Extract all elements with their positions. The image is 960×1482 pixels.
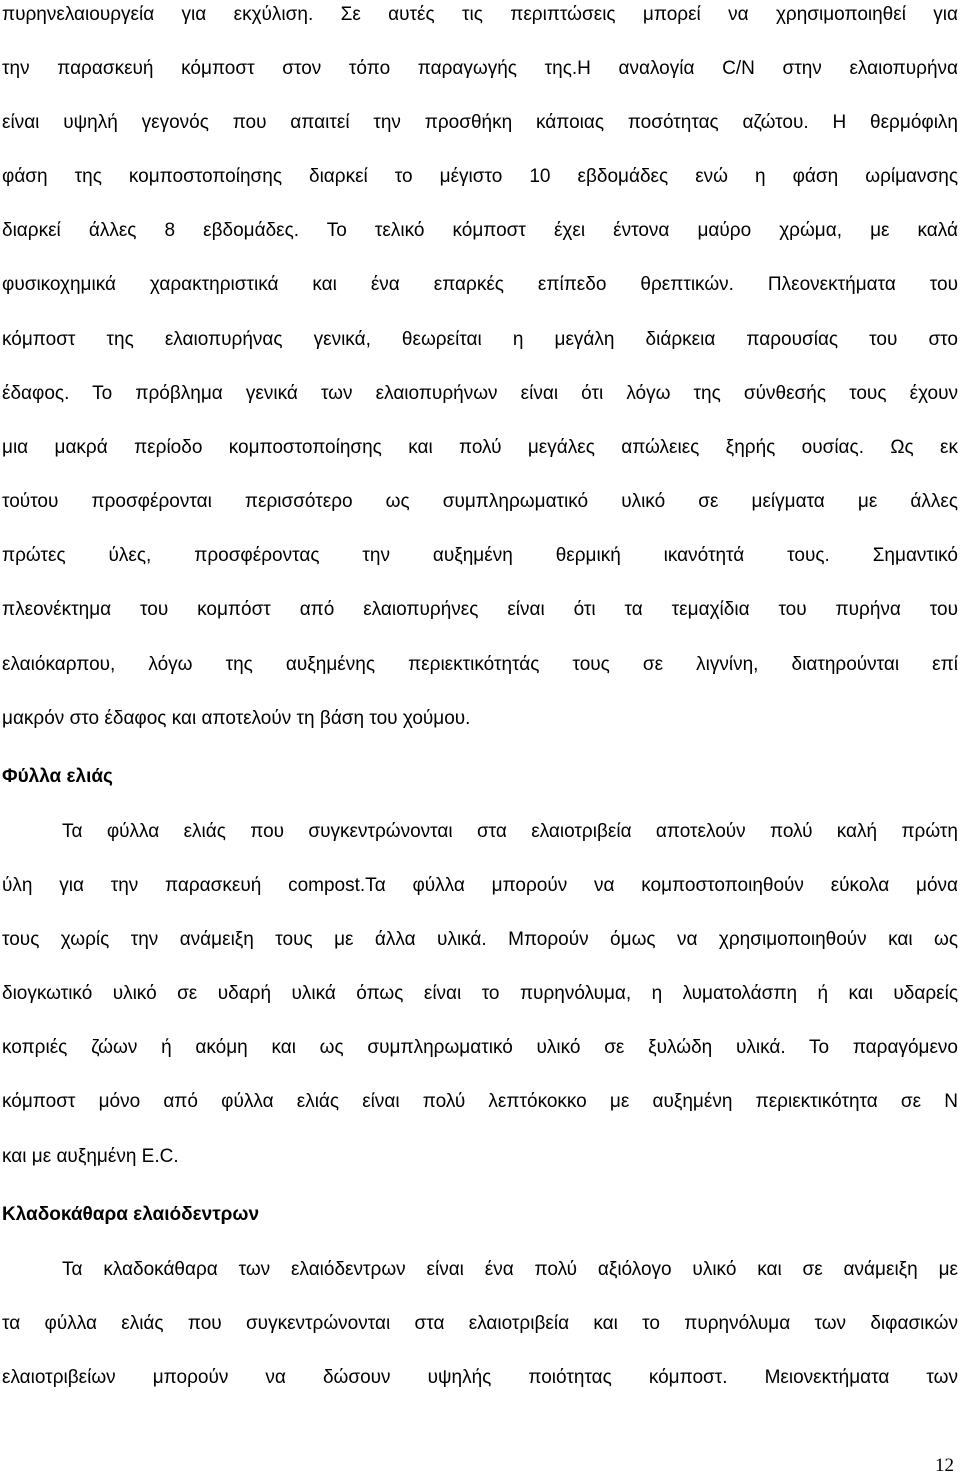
paragraph-line: κοπριές ζώων ή ακόμη και ως συμπληρωματικό υλικό σε ξυλώδη υλικά. Το παραγόμενο xyxy=(2,1037,958,1058)
paragraph-line: ελαιοτριβείων μπορούν να δώσουν υψηλής ποιότητας κόμποστ. Μειονεκτήματα των xyxy=(2,1367,958,1388)
paragraph-line: διογκωτικό υλικό σε υδαρή υλικά όπως είναι το πυρηνόλυμα, η λυματολάσπη ή και υδαρείς xyxy=(2,983,958,1004)
paragraph-line: Τα κλαδοκάθαρα των ελαιόδεντρων είναι ένα πολύ αξιόλογο υλικό και σε ανάμειξη με xyxy=(62,1259,958,1280)
paragraph-line: τα φύλλα ελιάς που συγκεντρώνονται στα ελαιοτριβεία και το πυρηνόλυμα των διφασικών xyxy=(2,1313,958,1334)
paragraph-line: Τα φύλλα ελιάς που συγκεντρώνονται στα ελαιοτριβεία αποτελούν πολύ καλή πρώτη xyxy=(62,821,958,842)
paragraph-line: την παρασκευή κόμποστ στον τόπο παραγωγής της.Η αναλογία C/N στην ελαιοπυρήνα xyxy=(2,58,958,79)
paragraph-line: ύλη για την παρασκευή compost.Τα φύλλα μπορούν να κομποστοποιηθούν εύκολα μόνα xyxy=(2,875,958,896)
section-heading-olive-leaves: Φύλλα ελιάς xyxy=(2,766,113,787)
paragraph-line: ελαιόκαρπου, λόγω της αυξημένης περιεκτικότητάς τους σε λιγνίνη, διατηρούνται επί xyxy=(2,654,958,675)
paragraph-line: είναι υψηλή γεγονός που απαιτεί την προσθήκη κάποιας ποσότητας αζώτου. Η θερμόφιλη xyxy=(2,112,958,133)
paragraph-line: φυσικοχημικά χαρακτηριστικά και ένα επαρκές επίπεδο θρεπτικών. Πλεονεκτήματα του xyxy=(2,274,958,295)
section-heading-olive-prunings: Κλαδοκάθαρα ελαιόδεντρων xyxy=(2,1204,260,1225)
paragraph-line: κόμποστ μόνο από φύλλα ελιάς είναι πολύ λεπτόκοκκο με αυξημένη περιεκτικότητα σε Ν xyxy=(2,1091,958,1112)
paragraph-line: και με αυξημένη E.C. xyxy=(2,1146,179,1167)
page-number: 12 xyxy=(935,1455,954,1476)
paragraph-line: μακρόν στο έδαφος και αποτελούν τη βάση του χούμου. xyxy=(2,708,471,729)
paragraph-line: φάση της κομποστοποίησης διαρκεί το μέγιστο 10 εβδομάδες ενώ η φάση ωρίμανσης xyxy=(2,166,958,187)
paragraph-line: πυρηνελαιουργεία για εκχύλιση. Σε αυτές τις περιπτώσεις μπορεί να χρησιμοποιηθεί για xyxy=(2,4,958,25)
paragraph-line: κόμποστ της ελαιοπυρήνας γενικά, θεωρείται η μεγάλη διάρκεια παρουσίας του στο xyxy=(2,329,958,350)
paragraph-line: έδαφος. Το πρόβλημα γενικά των ελαιοπυρήνων είναι ότι λόγω της σύνθεσής τους έχουν xyxy=(2,383,958,404)
paragraph-line: πλεονέκτημα του κομπόστ από ελαιοπυρήνες είναι ότι τα τεμαχίδια του πυρήνα του xyxy=(2,599,958,620)
paragraph-line: τους χωρίς την ανάμειξη τους με άλλα υλικά. Μπορούν όμως να χρησιμοποιηθούν και ως xyxy=(2,929,958,950)
paragraph-line: τούτου προσφέρονται περισσότερο ως συμπληρωματικό υλικό σε μείγματα με άλλες xyxy=(2,491,958,512)
paragraph-line: διαρκεί άλλες 8 εβδομάδες. Το τελικό κόμποστ έχει έντονα μαύρο χρώμα, με καλά xyxy=(2,220,958,241)
paragraph-line: πρώτες ύλες, προσφέροντας την αυξημένη θερμική ικανότητά τους. Σημαντικό xyxy=(2,545,958,566)
paragraph-line: μια μακρά περίοδο κομποστοποίησης και πολύ μεγάλες απώλειες ξηρής ουσίας. Ως εκ xyxy=(2,437,958,458)
